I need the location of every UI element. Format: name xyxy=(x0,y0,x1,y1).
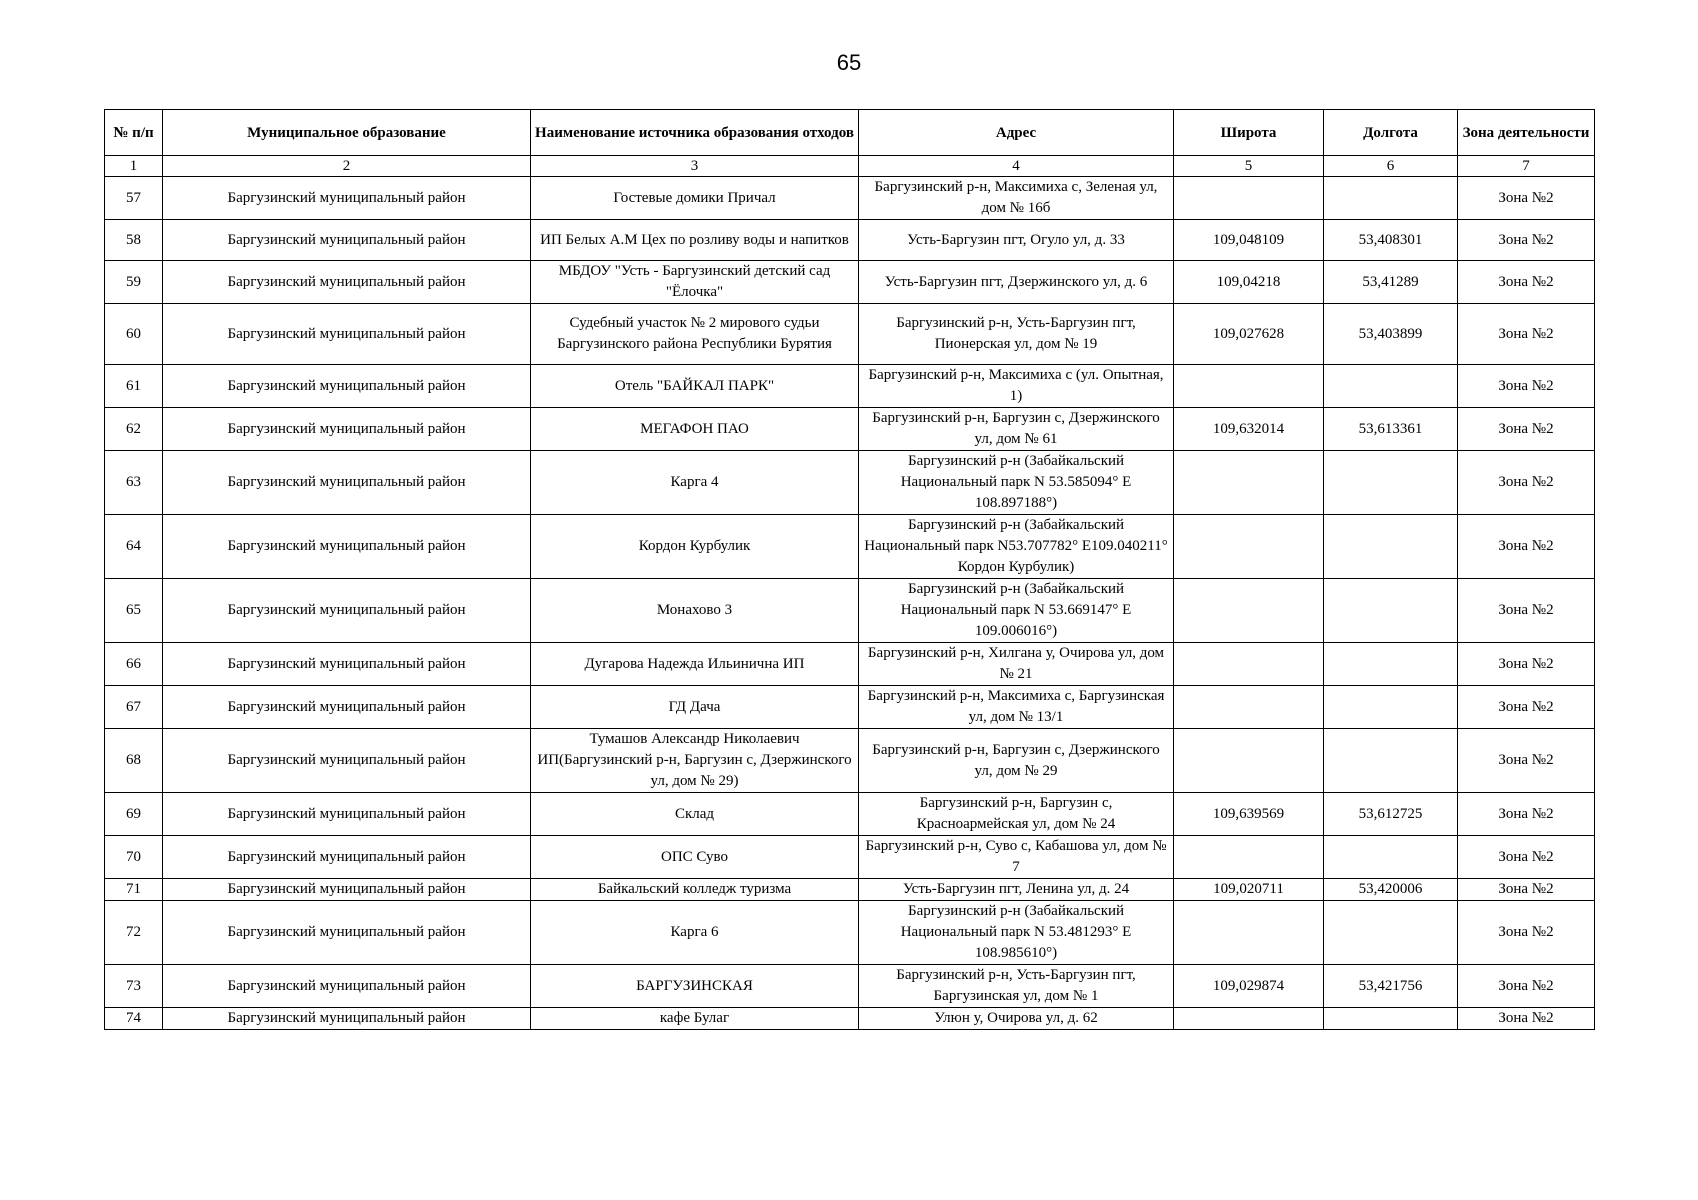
table-row xyxy=(105,643,1595,686)
source-cell: кафе Булаг xyxy=(531,1008,859,1030)
table-row xyxy=(105,220,1595,261)
source-cell: Отель "БАЙКАЛ ПАРК" xyxy=(531,365,859,408)
address-cell: Баргузинский р-н, Баргузин с, Дзержинского ул, дом № 29 xyxy=(859,729,1174,793)
municipality-cell: Баргузинский муниципальный район xyxy=(163,261,531,304)
municipality-cell: Баргузинский муниципальный район xyxy=(163,515,531,579)
zone-cell: Зона №2 xyxy=(1458,965,1595,1008)
latitude-cell xyxy=(1174,1008,1324,1030)
latitude-cell: 109,027628 xyxy=(1174,304,1324,365)
zone-cell: Зона №2 xyxy=(1458,408,1595,451)
address-cell: Баргузинский р-н (Забайкальский Национальный парк N53.707782° E109.040211° Кордон Курбулик) xyxy=(859,515,1174,579)
table-row xyxy=(105,793,1595,836)
longitude-cell xyxy=(1324,643,1458,686)
table-row xyxy=(105,686,1595,729)
row-number-cell: 72 xyxy=(105,901,163,965)
table-row xyxy=(105,261,1595,304)
row-number-cell: 59 xyxy=(105,261,163,304)
row-number-cell: 65 xyxy=(105,579,163,643)
row-number-cell: 57 xyxy=(105,177,163,220)
header-number: № п/п xyxy=(105,110,163,156)
longitude-cell xyxy=(1324,729,1458,793)
row-number-cell: 74 xyxy=(105,1008,163,1030)
latitude-cell: 109,020711 xyxy=(1174,879,1324,901)
table-row xyxy=(105,304,1595,365)
municipality-cell: Баргузинский муниципальный район xyxy=(163,729,531,793)
row-number-cell: 66 xyxy=(105,643,163,686)
longitude-cell xyxy=(1324,686,1458,729)
zone-cell: Зона №2 xyxy=(1458,220,1595,261)
municipality-cell: Баргузинский муниципальный район xyxy=(163,220,531,261)
municipality-cell: Баргузинский муниципальный район xyxy=(163,1008,531,1030)
row-number-cell: 73 xyxy=(105,965,163,1008)
longitude-cell xyxy=(1324,365,1458,408)
latitude-cell xyxy=(1174,901,1324,965)
table-row xyxy=(105,515,1595,579)
longitude-cell xyxy=(1324,515,1458,579)
row-number-cell: 64 xyxy=(105,515,163,579)
column-number: 5 xyxy=(1174,156,1324,177)
zone-cell: Зона №2 xyxy=(1458,1008,1595,1030)
source-cell: ОПС Суво xyxy=(531,836,859,879)
header-address: Адрес xyxy=(859,110,1174,156)
row-number-cell: 63 xyxy=(105,451,163,515)
source-cell: Байкальский колледж туризма xyxy=(531,879,859,901)
table-row xyxy=(105,451,1595,515)
address-cell: Усть-Баргузин пгт, Дзержинского ул, д. 6 xyxy=(859,261,1174,304)
latitude-cell: 109,632014 xyxy=(1174,408,1324,451)
column-number: 7 xyxy=(1458,156,1595,177)
longitude-cell: 53,421756 xyxy=(1324,965,1458,1008)
latitude-cell: 109,04218 xyxy=(1174,261,1324,304)
latitude-cell xyxy=(1174,643,1324,686)
table-row xyxy=(105,965,1595,1008)
longitude-cell xyxy=(1324,836,1458,879)
table-row xyxy=(105,408,1595,451)
source-cell: Тумашов Александр Николаевич ИП(Баргузинский р-н, Баргузин с, Дзержинского ул, дом № 29) xyxy=(531,729,859,793)
municipality-cell: Баргузинский муниципальный район xyxy=(163,836,531,879)
zone-cell: Зона №2 xyxy=(1458,261,1595,304)
address-cell: Баргузинский р-н (Забайкальский Национальный парк N 53.585094° E 108.897188°) xyxy=(859,451,1174,515)
row-number-cell: 71 xyxy=(105,879,163,901)
latitude-cell xyxy=(1174,579,1324,643)
table-body xyxy=(105,177,1595,1030)
latitude-cell xyxy=(1174,515,1324,579)
municipality-cell: Баргузинский муниципальный район xyxy=(163,365,531,408)
column-number: 3 xyxy=(531,156,859,177)
source-cell: Карга 4 xyxy=(531,451,859,515)
latitude-cell: 109,029874 xyxy=(1174,965,1324,1008)
longitude-cell xyxy=(1324,177,1458,220)
source-cell: Склад xyxy=(531,793,859,836)
header-longitude: Долгота xyxy=(1324,110,1458,156)
municipality-cell: Баргузинский муниципальный район xyxy=(163,304,531,365)
longitude-cell: 53,420006 xyxy=(1324,879,1458,901)
source-cell: Гостевые домики Причал xyxy=(531,177,859,220)
header-latitude: Широта xyxy=(1174,110,1324,156)
source-cell: Судебный участок № 2 мирового судьи Баргузинского района Республики Бурятия xyxy=(531,304,859,365)
page-number: 65 xyxy=(836,50,862,75)
zone-cell: Зона №2 xyxy=(1458,451,1595,515)
table-row xyxy=(105,901,1595,965)
table-row xyxy=(105,177,1595,220)
municipality-cell: Баргузинский муниципальный район xyxy=(163,793,531,836)
latitude-cell xyxy=(1174,365,1324,408)
table-row xyxy=(105,729,1595,793)
municipality-cell: Баргузинский муниципальный район xyxy=(163,408,531,451)
table-row xyxy=(105,579,1595,643)
table-row xyxy=(105,836,1595,879)
zone-cell: Зона №2 xyxy=(1458,836,1595,879)
zone-cell: Зона №2 xyxy=(1458,304,1595,365)
address-cell: Баргузинский р-н, Максимиха с (ул. Опытная, 1) xyxy=(859,365,1174,408)
latitude-cell xyxy=(1174,177,1324,220)
longitude-cell: 53,41289 xyxy=(1324,261,1458,304)
zone-cell: Зона №2 xyxy=(1458,879,1595,901)
longitude-cell xyxy=(1324,579,1458,643)
municipality-cell: Баргузинский муниципальный район xyxy=(163,579,531,643)
source-cell: Дугарова Надежда Ильинична ИП xyxy=(531,643,859,686)
column-number: 2 xyxy=(163,156,531,177)
zone-cell: Зона №2 xyxy=(1458,177,1595,220)
zone-cell: Зона №2 xyxy=(1458,686,1595,729)
address-cell: Баргузинский р-н, Баргузин с, Красноармейская ул, дом № 24 xyxy=(859,793,1174,836)
zone-cell: Зона №2 xyxy=(1458,365,1595,408)
address-cell: Баргузинский р-н (Забайкальский Национальный парк N 53.669147° E 109.006016°) xyxy=(859,579,1174,643)
column-number-row xyxy=(105,156,1595,177)
zone-cell: Зона №2 xyxy=(1458,793,1595,836)
municipality-cell: Баргузинский муниципальный район xyxy=(163,177,531,220)
municipality-cell: Баргузинский муниципальный район xyxy=(163,451,531,515)
source-cell: Кордон Курбулик xyxy=(531,515,859,579)
header-row xyxy=(105,110,1595,156)
column-number: 4 xyxy=(859,156,1174,177)
latitude-cell xyxy=(1174,729,1324,793)
table-row xyxy=(105,1008,1595,1030)
source-cell: ГД Дача xyxy=(531,686,859,729)
address-cell: Баргузинский р-н, Суво с, Кабашова ул, дом № 7 xyxy=(859,836,1174,879)
zone-cell: Зона №2 xyxy=(1458,643,1595,686)
table-row xyxy=(105,879,1595,901)
column-number: 6 xyxy=(1324,156,1458,177)
address-cell: Усть-Баргузин пгт, Ленина ул, д. 24 xyxy=(859,879,1174,901)
source-cell: Карга 6 xyxy=(531,901,859,965)
source-cell: БАРГУЗИНСКАЯ xyxy=(531,965,859,1008)
latitude-cell: 109,048109 xyxy=(1174,220,1324,261)
source-cell: ИП Белых А.М Цех по розливу воды и напитков xyxy=(531,220,859,261)
address-cell: Улюн у, Очирова ул, д. 62 xyxy=(859,1008,1174,1030)
latitude-cell xyxy=(1174,836,1324,879)
zone-cell: Зона №2 xyxy=(1458,579,1595,643)
row-number-cell: 60 xyxy=(105,304,163,365)
source-cell: МЕГАФОН ПАО xyxy=(531,408,859,451)
waste-sources-table xyxy=(104,109,1595,1030)
address-cell: Баргузинский р-н, Усть-Баргузин пгт, Пионерская ул, дом № 19 xyxy=(859,304,1174,365)
row-number-cell: 70 xyxy=(105,836,163,879)
address-cell: Усть-Баргузин пгт, Огуло ул, д. 33 xyxy=(859,220,1174,261)
row-number-cell: 68 xyxy=(105,729,163,793)
longitude-cell: 53,403899 xyxy=(1324,304,1458,365)
longitude-cell: 53,408301 xyxy=(1324,220,1458,261)
header-municipality: Муниципальное образование xyxy=(163,110,531,156)
source-cell: Монахово 3 xyxy=(531,579,859,643)
row-number-cell: 69 xyxy=(105,793,163,836)
row-number-cell: 58 xyxy=(105,220,163,261)
address-cell: Баргузинский р-н, Максимиха с, Баргузинская ул, дом № 13/1 xyxy=(859,686,1174,729)
address-cell: Баргузинский р-н, Усть-Баргузин пгт, Баргузинская ул, дом № 1 xyxy=(859,965,1174,1008)
longitude-cell xyxy=(1324,901,1458,965)
header-source: Наименование источника образования отходов xyxy=(531,110,859,156)
latitude-cell xyxy=(1174,451,1324,515)
municipality-cell: Баргузинский муниципальный район xyxy=(163,879,531,901)
longitude-cell xyxy=(1324,1008,1458,1030)
latitude-cell: 109,639569 xyxy=(1174,793,1324,836)
row-number-cell: 61 xyxy=(105,365,163,408)
table-row xyxy=(105,365,1595,408)
zone-cell: Зона №2 xyxy=(1458,515,1595,579)
municipality-cell: Баргузинский муниципальный район xyxy=(163,965,531,1008)
address-cell: Баргузинский р-н, Максимиха с, Зеленая ул, дом № 16б xyxy=(859,177,1174,220)
longitude-cell xyxy=(1324,451,1458,515)
address-cell: Баргузинский р-н (Забайкальский Национальный парк N 53.481293° E 108.985610°) xyxy=(859,901,1174,965)
column-number: 1 xyxy=(105,156,163,177)
municipality-cell: Баргузинский муниципальный район xyxy=(163,686,531,729)
latitude-cell xyxy=(1174,686,1324,729)
municipality-cell: Баргузинский муниципальный район xyxy=(163,643,531,686)
zone-cell: Зона №2 xyxy=(1458,901,1595,965)
row-number-cell: 62 xyxy=(105,408,163,451)
longitude-cell: 53,612725 xyxy=(1324,793,1458,836)
address-cell: Баргузинский р-н, Хилгана у, Очирова ул, дом № 21 xyxy=(859,643,1174,686)
zone-cell: Зона №2 xyxy=(1458,729,1595,793)
address-cell: Баргузинский р-н, Баргузин с, Дзержинского ул, дом № 61 xyxy=(859,408,1174,451)
longitude-cell: 53,613361 xyxy=(1324,408,1458,451)
header-zone: Зона деятельности xyxy=(1458,110,1595,156)
row-number-cell: 67 xyxy=(105,686,163,729)
municipality-cell: Баргузинский муниципальный район xyxy=(163,901,531,965)
source-cell: МБДОУ "Усть - Баргузинский детский сад "Ёлочка" xyxy=(531,261,859,304)
